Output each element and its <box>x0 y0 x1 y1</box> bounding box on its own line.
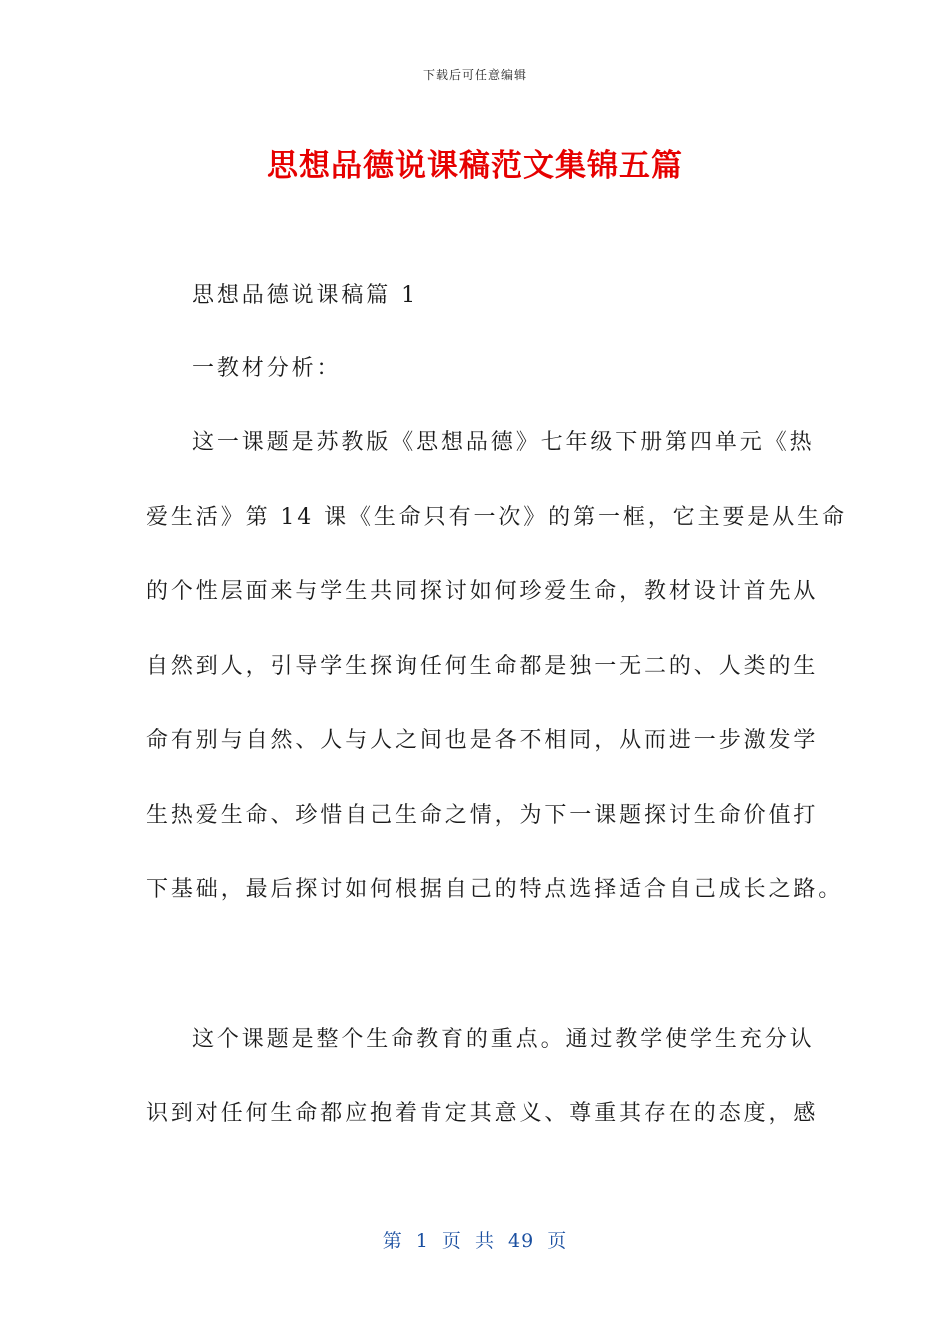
paragraph-2-line-2: 识到对任何生命都应抱着肯定其意义、尊重其存在的态度，感 <box>146 1101 819 1126</box>
paragraph-1-line-1: 这一课题是苏教版《思想品德》七年级下册第四单元《热 <box>192 430 815 455</box>
section-heading: 思想品德说课稿篇 1 <box>192 283 418 308</box>
paragraph-1-line-7: 下基础，最后探讨如何根据自己的特点选择适合自己成长之路。 <box>146 877 844 902</box>
paragraph-1-line-4: 自然到人，引导学生探询任何生命都是独一无二的、人类的生 <box>146 654 819 679</box>
page-footer: 第 1 页 共 49 页 <box>382 1230 568 1252</box>
subheading: 一教材分析： <box>192 356 342 381</box>
header-note: 下载后可任意编辑 <box>422 68 527 82</box>
paragraph-1-line-2: 爱生活》第 14 课《生命只有一次》的第一框，它主要是从生命 <box>146 505 847 530</box>
paragraph-1-line-6: 生热爱生命、珍惜自己生命之情，为下一课题探讨生命价值打 <box>146 803 819 828</box>
paragraph-2-line-1: 这个课题是整个生命教育的重点。通过教学使学生充分认 <box>192 1027 815 1052</box>
paragraph-1-line-3: 的个性层面来与学生共同探讨如何珍爱生命，教材设计首先从 <box>146 579 819 604</box>
document-title: 思想品德说课稿范文集锦五篇 <box>267 148 683 184</box>
paragraph-1-line-5: 命有别与自然、人与人之间也是各不相同，从而进一步激发学 <box>146 728 819 753</box>
